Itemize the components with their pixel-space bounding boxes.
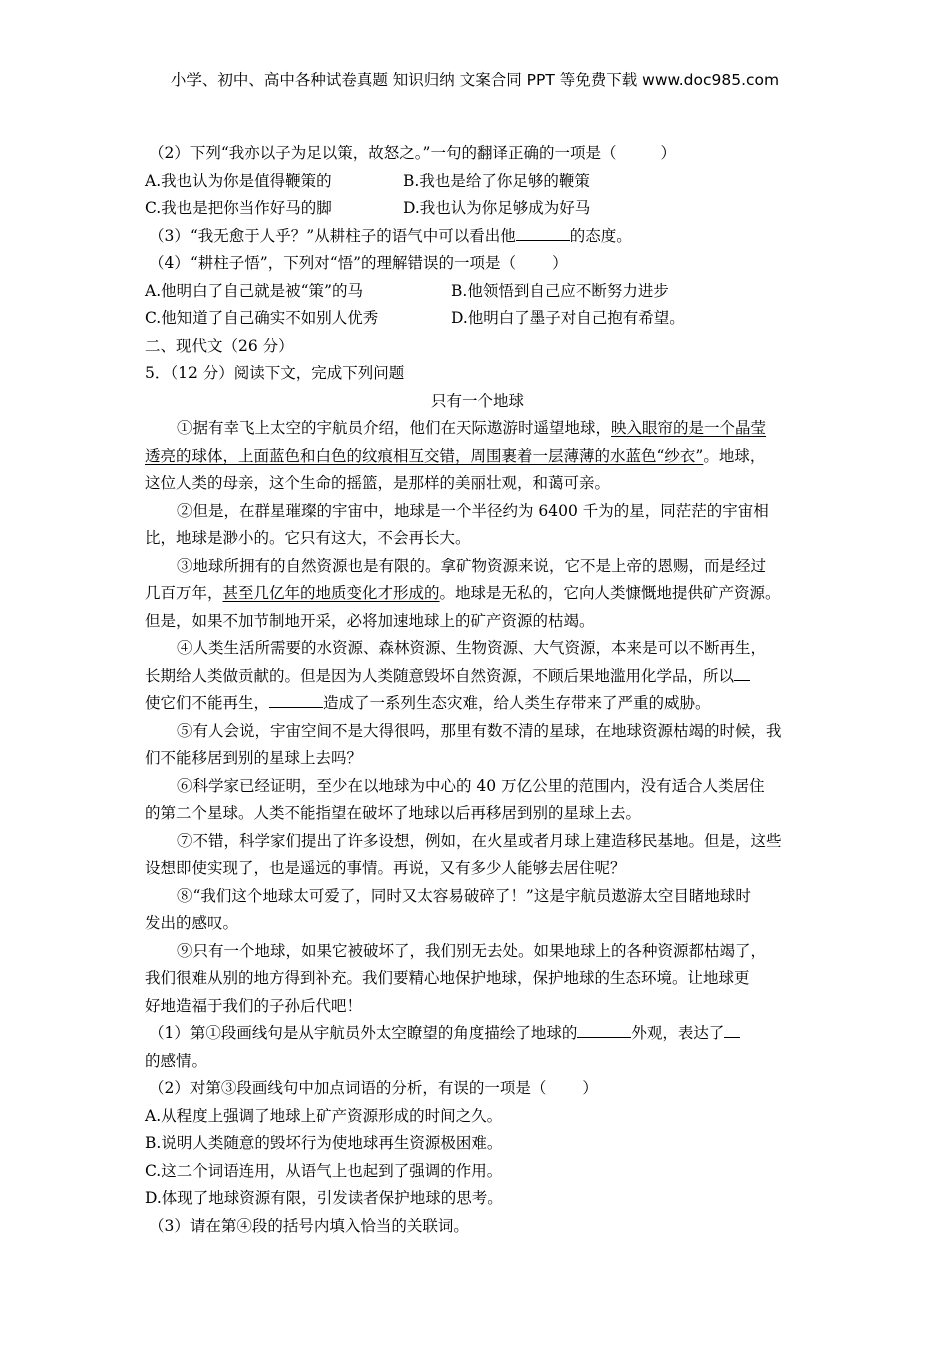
passage-title: 只有一个地球	[430, 391, 524, 410]
paragraph-1: ①据有幸飞上太空的宇航员介绍，他们在天际遨游时遥望地球，映入眼帘的是一个晶莹	[177, 419, 767, 437]
paragraph-2: ②但是，在群星璀璨的宇宙中，地球是一个半径约为 6400 千为的星，同茫茫的宇宙相	[177, 501, 769, 520]
option-b: B.他领悟到自己应不断努力进步	[451, 281, 669, 300]
paragraph-7: ⑦不错，科学家们提出了许多设想，例如，在火星或者月球上建造移民基地。但是，这些	[177, 831, 782, 850]
underlined-phrase: 甚至几亿年的地质变化才形成的	[222, 584, 440, 602]
answer-blank	[724, 1023, 740, 1038]
answer-blank	[734, 666, 750, 681]
option-a: A.从程度上强调了地球上矿产资源形成的时间之久。	[145, 1106, 503, 1125]
option-c: C.我也是把你当作好马的脚	[145, 199, 332, 217]
answer-blank	[577, 1023, 631, 1038]
option-b: B.说明人类随意的毁坏行为使地球再生资源极困难。	[145, 1134, 503, 1152]
option-d: D.他明白了墨子对自己抱有希望。	[451, 309, 685, 327]
option-d: D.体现了地球资源有限，引发读者保护地球的思考。	[145, 1189, 503, 1207]
paragraph-5: ⑤有人会说，宇宙空间不是大得很吗，那里有数不清的星球，在地球资源枯竭的时候，我	[177, 721, 782, 740]
question-3: （3）“我无愈于人乎？”从耕柱子的语气中可以看出他 的态度。	[149, 226, 632, 245]
page-header: 小学、初中、高中各种试卷真题 知识归纳 文案合同 PPT 等免费下载 www.doc985.com	[170, 71, 780, 89]
question-2-stem: （2）下列“我亦以子为足以策，故怒之。”一句的翻译正确的一项是（ ）	[149, 144, 676, 162]
question-4-options-row1	[145, 278, 810, 306]
option-c: C.他知道了自己确实不如别人优秀	[145, 309, 379, 327]
underlined-sentence: 映入眼帘的是一个晶莹	[611, 419, 767, 437]
document-body: （2）下列“我亦以子为足以策，故怒之。”一句的翻译正确的一项是（ ） A.我也认为你是值得鞭策的 B.我也是给了你足够的鞭策 C.我也是把你当作好马的脚 D.我也认为你足够成为好马 （3）“我无愈于人乎？”从耕柱子的语气中可以看出他 的态度。 （4）“耕柱子悟”，下列对“悟”的理解错误的一项是（ ） A.他明白了自己就是被“策”的马 B.他领悟到自己应不断努力进步 C.他知道了自己确实不如别人优秀 D.他明白了墨子对自己抱有希望。 二、现代文（26 分） 5．（12 分）阅读下文，完成下列问题 只有一个地球 ①据有幸飞上太空的宇航员介绍，他们在天际遨游时遥望地球，映入眼帘的是一个晶莹 透亮的球体，上面蓝色和白色的纹痕相互交错，周围裹着一层薄薄的水蓝色“纱衣”。地球， 这位人类的母亲，这个生命的摇篮，是那样的美丽壮观，和蔼可亲。 ②但是，在群星璀璨的宇宙中，地球是一个半径约为 6400 千为的星，同茫茫的宇宙相 比，地球是渺小的。它只有这大，不会再长大。 ③地球所拥有的自然资源也是有限的。拿矿物资源来说，它不是上帝的恩赐，而是经过 几百万年，甚至几亿年的地质变化才形成的。地球是无私的，它向人类慷慨地提供矿产资源。 但是，如果不加节制地开采，必将加速地球上的矿产资源的枯竭。 ④人类生活所需要的水资源、森林资源、生物资源、大气资源，本来是可以不断再生， 长期给人类做贡献的。但是因为人类随意毁坏自然资源，不顾后果地滥用化学品，所以 使它们不能再生， 造成了一系列生态灾难，给人类生存带来了严重的威胁。 ⑤有人会说，宇宙空间不是大得很吗，那里有数不清的星球，在地球资源枯竭的时候，我 们不能移居到别的星球上去吗？ ⑥科学家已经证明，至少在以地球为中心的 40 万亿公里的范围内，没有适合人类居住 的第二个星球。人类不能指望在破坏了地球以后再移居到别的星球上去。 ⑦不错，科学家们提出了许多设想，例如，在火星或者月球上建造移民基地。但是，这些 设想即使实现了，也是遥远的事情。再说，又有多少人能够去居住呢？ ⑧“我们这个地球太可爱了，同时又太容易破碎了！”这是宇航员遨游太空目睹地球时 发出的感叹。 ⑨只有一个地球，如果它被破坏了，我们别无去处。如果地球上的各种资源都枯竭了， 我们很难从别的地方得到补充。我们要精心地保护地球，保护地球的生态环境。让地球更 好地造福于我们的子孙后代吧！ （1）第①段画线句是从宇航员外太空瞭望的角度描绘了地球的 外观，表达了 的感情。 （2）对第③段画线句中加点词语的分析，有误的一项是（ ） A.从程度上强调了地球上矿产资源形成的时间之久。 B.说明人类随意的毁坏行为使地球再生资源极困难。 C.这二个词语连用，从语气上也起到了强调的作用。 D.体现了地球资源有限，引发读者保护地球的思考。 （3）请在第④段的括号内填入恰当的关联词。	[145, 140, 810, 1240]
paragraph-8: ⑧“我们这个地球太可爱了，同时又太容易破碎了！”这是宇航员遨游太空目睹地球时	[177, 886, 751, 905]
paragraph-9: ⑨只有一个地球，如果它被破坏了，我们别无去处。如果地球上的各种资源都枯竭了，	[177, 941, 767, 960]
question-4-stem: （4）“耕柱子悟”，下列对“悟”的理解错误的一项是（ ）	[149, 254, 568, 272]
underlined-sentence: 透亮的球体，上面蓝色和白色的纹痕相互交错，周围裹着一层薄薄的水蓝色“纱衣”	[145, 446, 704, 465]
option-a: A.我也认为你是值得鞭策的	[145, 171, 332, 190]
option-c: C.这二个词语连用，从语气上也起到了强调的作用。	[145, 1161, 503, 1180]
question-2-options-row2	[145, 195, 810, 223]
question-2-options-row1	[145, 168, 810, 196]
paragraph-6: ⑥科学家已经证明，至少在以地球为中心的 40 万亿公里的范围内，没有适合人类居住	[177, 776, 765, 795]
question-5-intro: 5．（12 分）阅读下文，完成下列问题	[145, 364, 405, 382]
sub-question-2-stem: （2）对第③段画线句中加点词语的分析，有误的一项是（ ）	[149, 1079, 598, 1097]
option-a: A.他明白了自己就是被“策”的马	[145, 281, 363, 300]
answer-blank	[516, 226, 570, 241]
paragraph-4: ④人类生活所需要的水资源、森林资源、生物资源、大气资源，本来是可以不断再生，	[177, 639, 767, 657]
sub-question-3: （3）请在第④段的括号内填入恰当的关联词。	[149, 1216, 469, 1235]
option-b: B.我也是给了你足够的鞭策	[403, 171, 590, 190]
sub-question-1: （1）第①段画线句是从宇航员外太空瞭望的角度描绘了地球的 外观，表达了	[145, 1020, 810, 1048]
answer-blank	[269, 693, 323, 708]
paragraph-3: ③地球所拥有的自然资源也是有限的。拿矿物资源来说，它不是上帝的恩赐，而是经过	[177, 556, 767, 575]
question-4-options-row2	[145, 305, 810, 333]
section-heading: 二、现代文（26 分）	[145, 336, 294, 355]
option-d: D.我也认为你足够成为好马	[403, 199, 591, 217]
